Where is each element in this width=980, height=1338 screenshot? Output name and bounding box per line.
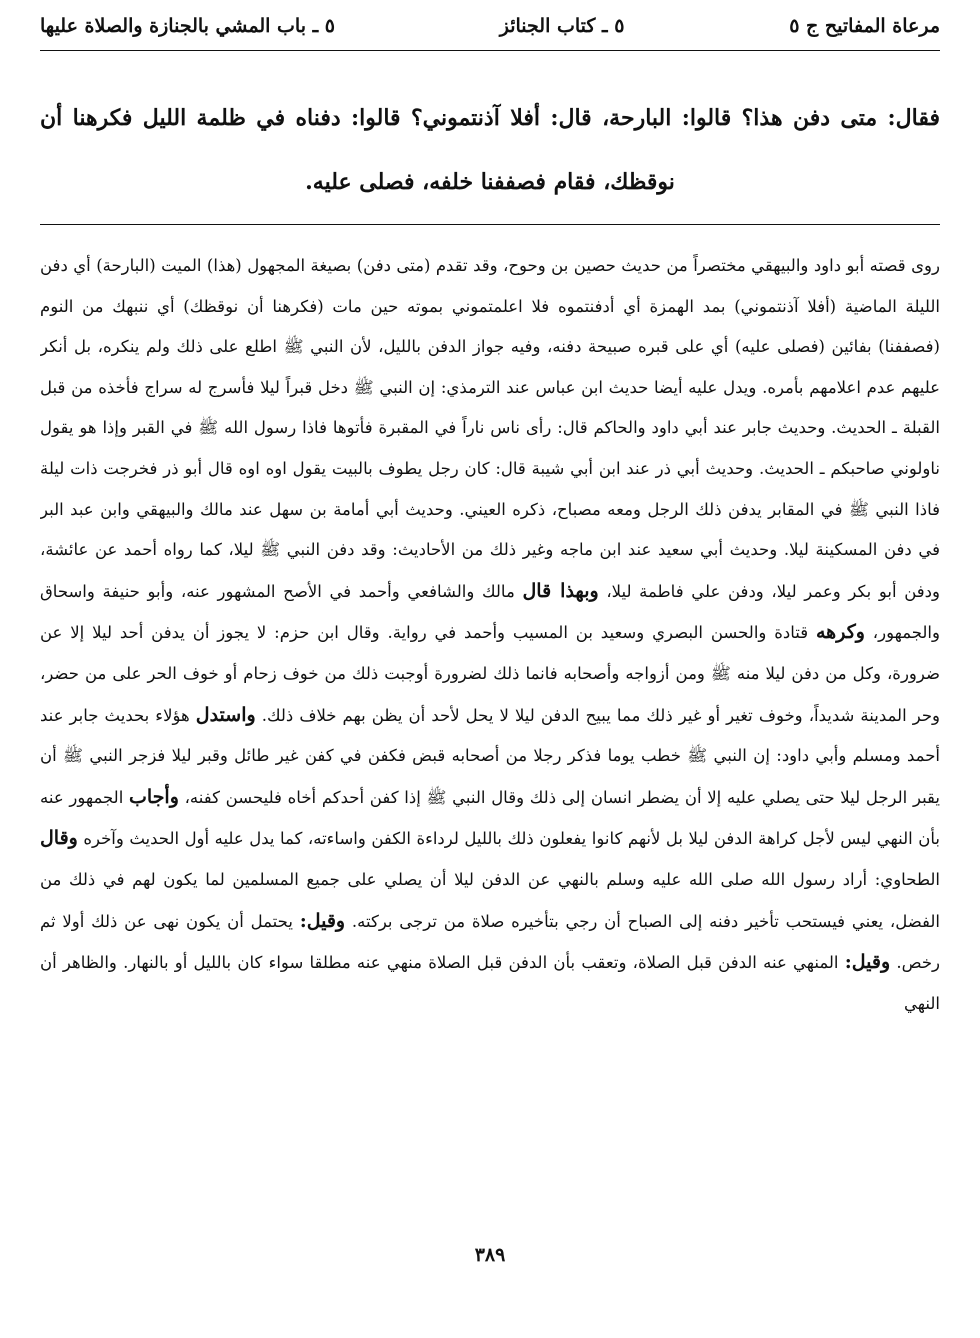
hadith-rule bbox=[40, 224, 940, 225]
commentary-segment: الجمهور عنه بأن النهي ليس لأجل كراهة الدفن ليلا بل لأنهم كانوا يفعلون ذلك بالليل لرداءة الكفن واساءته، كما يدل عليه أول الحديث وآخره bbox=[40, 787, 940, 849]
keyword-bihadha-qal: وبهذا قال bbox=[522, 579, 599, 602]
commentary-segment: روى قصته أبو داود والبيهقي مختصراً من حديث حصين بن وحوح، وقد تقدم (متى دفن) بصيغة المجهول (هذا) الميت (البارحة) أي دفن الليلة الماضية (أفلا آذنتموني) بمد الهمزة أي أدفنتموه فلا اعلمتموني بموته حين مات (فكرهنا أن نوقظك) أي ننبهك من النوم (فصففنا) بفائين (فصلى عليه) أي على قبره صبيحة دفنه، وفيه جواز الدفن بالليل، لأن النبي ﷺ اطلع على ذلك ولم ينكره، بل أنكر عليهم عدم اعلامهم بأمره. ويدل عليه أيضا حديث ابن عباس عند الترمذي: إن النبي ﷺ دخل قبراً ليلا فأسرج له سراج فأخذه من قبل القبلة ـ الحديث. وحديث جابر عند أبي داود والحاكم قال: رأى ناس ناراً في المقبرة فأتوها فاذا رسول الله ﷺ في القبر وإذا هو يقول ناولوني صاحبكم ـ الحديث. وحديث أبي ذر عند ابن أبي شيبة قال: كان رجل يطوف بالبيت يقول اوه اوه قال أبو ذر فخرجت ذات ليلة فاذا النبي ﷺ في المقابر يدفن ذلك الرجل ومعه مصباح، ذكره العيني. وحديث أبي أمامة بن سهل عند مالك والبيهقي وابن عبد البر في دفن المسكينة ليلا. وحديث أبي سعيد عند ابن ماجه وغير ذلك من الأحاديث: وقد دفن النبي ﷺ ليلا، كما رواه أحمد عن عائشة، ودفن أبو بكر وعمر ليلا، ودفن علي فاطمة ليلا، bbox=[40, 256, 940, 601]
commentary-paragraph bbox=[40, 246, 940, 1024]
page-number: ٣٨٩ bbox=[474, 1244, 506, 1266]
header-chapter: ٥ ـ كتاب الجنائز bbox=[499, 15, 625, 37]
keyword-qila-1: وقيل: bbox=[299, 909, 346, 932]
hadith-text: فقال: متى دفن هذا؟ قالوا: البارحة، قال: أفلا آذنتموني؟ قالوا: دفناه في ظلمة الليل فكرهنا أن نوقظك، فقام فصففنا خلفه، فصلى عليه. bbox=[40, 105, 940, 195]
commentary-text bbox=[40, 246, 940, 1241]
header-section: ٥ ـ باب المشي بالجنازة والصلاة عليها bbox=[40, 15, 335, 37]
commentary-segment: مالك والشافعي وأحمد في الأصح المشهور عنه، وأبو حنيفة واسحاق والجمهور، bbox=[40, 581, 940, 643]
running-header bbox=[40, 6, 940, 46]
header-book-volume: مرعاة المفاتيح ج ٥ bbox=[789, 15, 940, 37]
commentary-segment: يحتمل أن يكون نهى عن ذلك أولا ثم رخص. bbox=[40, 911, 940, 973]
keyword-ajaba: وأجاب bbox=[129, 785, 179, 808]
keyword-istadalla: واستدل bbox=[195, 703, 256, 726]
keyword-qila-2: وقيل: bbox=[844, 951, 891, 974]
commentary-segment: قتادة والحسن البصري وسعيد بن المسيب وأحمد في رواية. وقال ابن حزم: لا يجوز أن يدفن أحد ليلا إلا عن ضرورة، وكل من دفن ليلا منه ﷺ ومن أزواجه وأصحابه فانما ذلك لضرورة أوجبت ذلك من خوف زحام أو خوف الحر على من حضر، وحر المدينة شديداً، وخوف تغير أو غير ذلك مما يبيح الدفن ليلا لا يحل لأحد أن يظن بهم خلاف ذلك. bbox=[40, 623, 940, 725]
keyword-karihahu: وكرهه bbox=[816, 621, 865, 644]
commentary-segment: هؤلاء بحديث جابر عند أحمد ومسلم وأبي داود: إن النبي ﷺ خطب يوما فذكر رجلا من أصحابه قبض فكفن في كفن غير طائل وقبر ليلا فزجر النبي ﷺ أن يقبر الرجل ليلا حتى يصلي عليه إلا أن يضطر انسان إلى ذلك وقال النبي ﷺ إذا كفن أحدكم أخاه فليحسن كفنه، bbox=[40, 705, 940, 807]
keyword-qala: وقال bbox=[40, 827, 78, 850]
header-rule bbox=[40, 50, 940, 51]
commentary-segment: الطحاوي: أراد رسول الله صلى الله عليه وسلم بالنهي عن الدفن ليلا أن يصلي على جميع المسلمين لما يكون لهم في ذلك من الفضل، يعني فيستحب تأخير دفنه إلى الصباح أن رجي بتأخيره صلاة من ترجى بركته. bbox=[40, 869, 940, 931]
commentary-segment: المنهي عنه الدفن قبل الصلاة، وتعقب بأن الدفن قبل الصلاة منهي عنه مطلقا سواء كان بالليل أو بالنهار. والظاهر أن النهي bbox=[40, 953, 940, 1013]
